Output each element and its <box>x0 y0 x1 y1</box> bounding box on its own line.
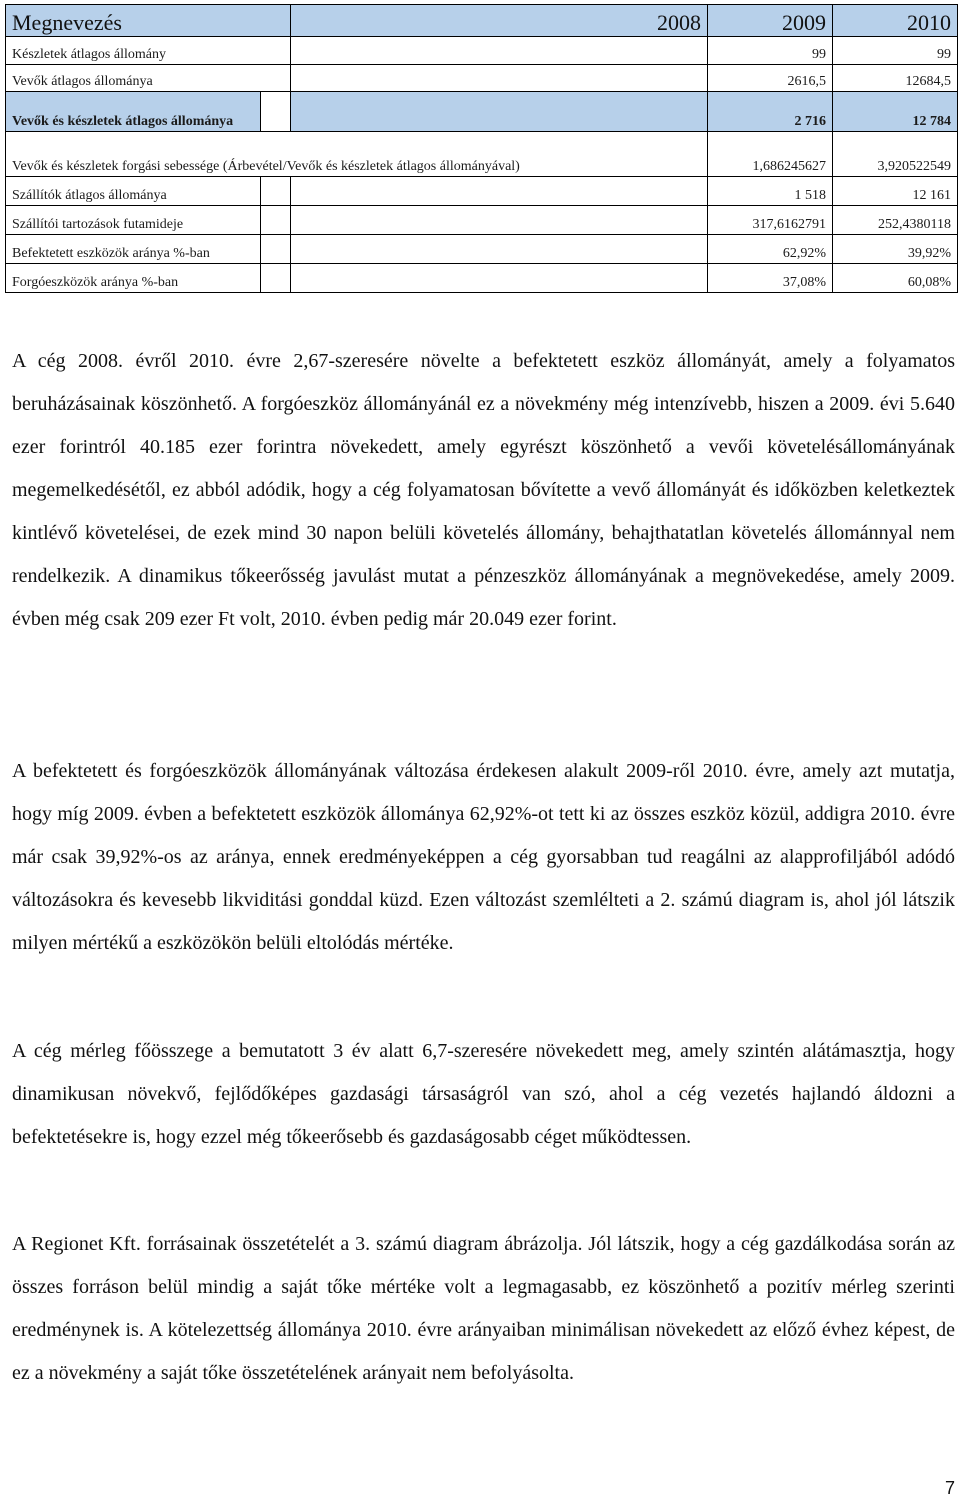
row-value-2010: 12 784 <box>833 92 958 132</box>
header-year-2009: 2009 <box>708 5 833 37</box>
row-value-2009: 62,92% <box>708 235 833 264</box>
header-label: Megnevezés <box>6 5 291 37</box>
paragraph-sources: A Regionet Kft. forrásainak összetételét a 3. számú diagram ábrázolja. Jól látszik, hogy a cég gazdálkodása során az összes forráson belül mindig a saját tőke mértéke volt a legmagasabb, ez köszönhető a pozitív mérleg szerinti eredménynek is. A kötelezettség állománya 2010. évre arányaiban minimálisan növekedett az előző évhez képest, de ez a növekmény a saját tőke összetételének arányait nem befolyásolta. <box>12 1233 955 1384</box>
row-label: Vevők és készletek forgási sebessége (Árbevétel/Vevők és készletek átlagos állományával) <box>6 132 708 177</box>
table-row <box>6 177 958 206</box>
table-row <box>6 264 958 293</box>
row-value-2009: 99 <box>708 37 833 65</box>
row-value-2009: 317,6162791 <box>708 206 833 235</box>
row-spacer-cell <box>261 92 291 132</box>
row-spacer-cell <box>261 235 291 264</box>
page-number: 7 <box>944 1478 955 1498</box>
row-label: Szállítók átlagos állománya <box>6 177 261 206</box>
table-row <box>6 132 958 177</box>
row-value-2010: 252,4380118 <box>833 206 958 235</box>
header-year-2010: 2010 <box>833 5 958 37</box>
table-row <box>6 65 958 92</box>
row-spacer-cell <box>261 206 291 235</box>
row-value-2008 <box>291 235 708 264</box>
row-label: Vevők átlagos állománya <box>6 65 291 92</box>
paragraph-balance-total: A cég mérleg főösszege a bemutatott 3 év alatt 6,7-szeresére növekedett meg, amely szintén alátámasztja, hogy dinamikusan növekvő, fejlődőképes gazdasági társaságról van szó, ahol a cég vezetés hajlandó áldozni a befektetésekre is, hogy ezzel még tőkeerősebb és gazdaságosabb céget működtessen. <box>12 1040 955 1148</box>
table-header-row <box>6 5 958 37</box>
row-value-2010: 60,08% <box>833 264 958 293</box>
row-value-2009: 2 716 <box>708 92 833 132</box>
row-value-2008 <box>291 177 708 206</box>
row-value-2009: 37,08% <box>708 264 833 293</box>
row-value-2010: 3,920522549 <box>833 132 958 177</box>
row-value-2010: 39,92% <box>833 235 958 264</box>
row-value-2008 <box>291 264 708 293</box>
row-value-2009: 1,686245627 <box>708 132 833 177</box>
row-value-2008 <box>291 37 708 65</box>
table-row <box>6 235 958 264</box>
financial-ratios-table <box>5 4 958 293</box>
row-label: Befektetett eszközök aránya %-ban <box>6 235 261 264</box>
row-label: Szállítói tartozások futamideje <box>6 206 261 235</box>
row-label: Készletek átlagos állomány <box>6 37 291 65</box>
table-row-highlighted <box>6 92 958 132</box>
row-value-2009: 2616,5 <box>708 65 833 92</box>
row-label: Forgóeszközök aránya %-ban <box>6 264 261 293</box>
row-value-2008 <box>291 65 708 92</box>
row-label: Vevők és készletek átlagos állománya <box>6 92 261 132</box>
header-year-2008: 2008 <box>291 5 708 37</box>
row-value-2010: 99 <box>833 37 958 65</box>
row-spacer-cell <box>261 177 291 206</box>
row-value-2008 <box>291 206 708 235</box>
paragraph-fixed-assets: A cég 2008. évről 2010. évre 2,67-szeresére növelte a befektetett eszköz állományát, amely a folyamatos beruházásainak köszönhető. A forgóeszköz állományánál ez a növekmény még intenzívebb, hiszen a 2009. évi 5.640 ezer forintról 40.185 ezer forintra növekedett, amely egyrészt köszönhető a vevői követelésállományának megemelkedésétől, ez abból adódik, hogy a cég folyamatosan bővítette a vevő állományát és időközben keletkeztek kintlévő követelései, de ezek mind 30 napon belüli követelés állomány, behajthatatlan követelés állománnyal nem rendelkezik. A dinamikus tőkeerősség javulást mutat a pénzeszköz állományának a megnövekedése, amely 2009. évben még csak 209 ezer Ft volt, 2010. évben pedig már 20.049 ezer forint. <box>12 350 955 630</box>
row-spacer-cell <box>261 264 291 293</box>
row-value-2008 <box>291 92 708 132</box>
table-row <box>6 37 958 65</box>
table-row <box>6 206 958 235</box>
row-value-2009: 1 518 <box>708 177 833 206</box>
row-value-2010: 12 161 <box>833 177 958 206</box>
row-value-2010: 12684,5 <box>833 65 958 92</box>
paragraph-asset-structure: A befektetett és forgóeszközök állományának változása érdekesen alakult 2009-ről 2010. évre, amely azt mutatja, hogy míg 2009. évben a befektetett eszközök állománya 62,92%-ot tett ki az összes eszköz közül, addigra 2010. évre már csak 39,92%-os az aránya, ennek eredményeképpen a cég gyorsabban tud reagálni az alapprofiljából adódó változásokra és kevesebb likviditási gonddal küzd. Ezen változást szemlélteti a 2. számú diagram is, ahol jól látszik milyen mértékű a eszközökön belüli eltolódás mértéke. <box>12 760 955 954</box>
